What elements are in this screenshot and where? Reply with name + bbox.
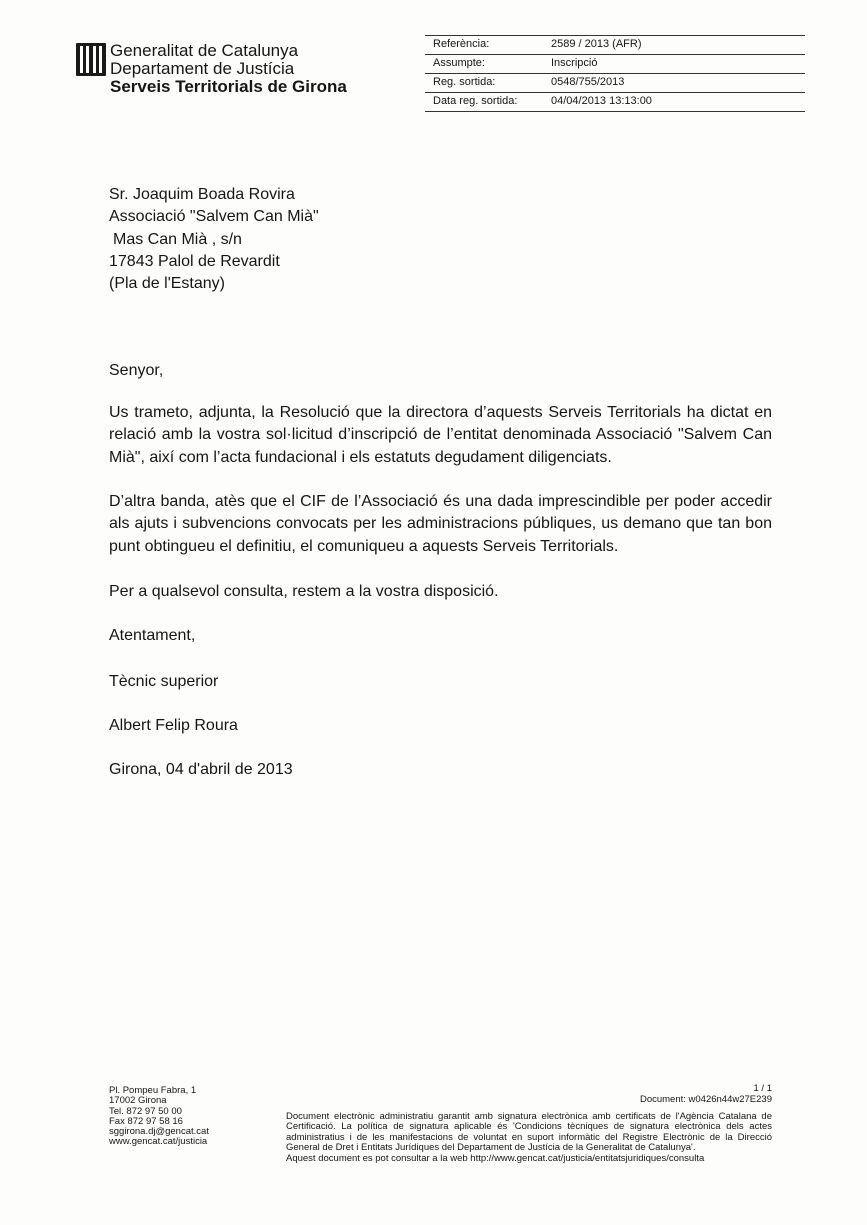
footer-postal-city: 17002 Girona xyxy=(109,1095,167,1107)
organization-header xyxy=(110,42,347,96)
footer-fax: Fax 872 97 58 16 xyxy=(109,1115,183,1127)
footer-street: Pl. Pompeu Fabra, 1 xyxy=(109,1085,197,1096)
output-register-row xyxy=(425,74,805,93)
signer-name: Albert Felip Roura xyxy=(109,717,238,734)
org-name: Generalitat de Catalunya xyxy=(110,41,299,60)
footer-email: sggirona.dj@gencat.cat xyxy=(109,1126,209,1138)
legal-notice xyxy=(286,1112,772,1164)
reference-label: Referència: xyxy=(433,38,490,50)
closing: Atentament, xyxy=(109,627,196,644)
footer-website: www.gencat.cat/justicia xyxy=(109,1136,208,1148)
body-paragraph-3: Per a qualsevol consulta, restem a la vostra disposició. xyxy=(109,583,499,600)
reference-value: 2589 / 2013 (AFR) xyxy=(551,38,642,50)
output-date-value: 04/04/2013 13:13:00 xyxy=(551,95,652,107)
footer-phone: Tel. 872 97 50 00 xyxy=(109,1105,182,1117)
subject-row xyxy=(425,55,805,74)
territorial-service-name: Serveis Territorials de Girona xyxy=(110,77,347,96)
salutation: Senyor, xyxy=(109,362,164,379)
legal-consult-text: Aquest document es pot consultar a la web http://www.gencat.cat/justicia/entitatsjuridiques/consulta xyxy=(286,1152,705,1164)
document-id: Document: w0426n44w27E239 xyxy=(639,1093,772,1105)
output-date-label: Data reg. sortida: xyxy=(433,95,518,107)
signer-title: Tècnic superior xyxy=(109,673,219,690)
recipient-region: (Pla de l'Estany) xyxy=(109,275,225,293)
legal-signature-text: Document electrònic administratiu garantit amb signatura electrònica amb certificats de l'Agència Catalana de Certificació. La política de signatura aplicable és 'Condicions tècniques de signatura electrònica dels actes administratius i de les manifestacions de voluntat en suport informàtic del Registre Electrònic de la Direcció General de Dret i Entitats Jurídiques del Departament de Justícia de la Generalitat de Catalunya'. xyxy=(286,1111,772,1154)
output-register-label: Reg. sortida: xyxy=(433,76,496,88)
body-paragraph-1: Us trameto, adjunta, la Resolució que la directora d’aquests Serveis Territorials ha dictat en relació amb la vostra sol·licitud d’inscripció de l’entitat denominada Associació "Salvem Can Mià", així com l’acta fundacional i els estatuts degudament diligenciats. xyxy=(109,404,772,466)
department-name: Departament de Justícia xyxy=(110,59,295,78)
document-info xyxy=(640,1084,772,1105)
generalitat-bars-logo xyxy=(76,43,106,76)
subject-label: Assumpte: xyxy=(433,57,485,69)
recipient-organization: Associació "Salvem Can Mià" xyxy=(109,208,319,226)
reference-table xyxy=(425,35,805,112)
place-date: Girona, 04 d'abril de 2013 xyxy=(109,761,293,778)
page-number: 1 / 1 xyxy=(753,1083,772,1094)
footer-address xyxy=(109,1086,209,1148)
output-register-value: 0548/755/2013 xyxy=(551,76,625,88)
output-date-row xyxy=(425,93,805,112)
recipient-address xyxy=(109,184,319,295)
recipient-city: 17843 Palol de Revardit xyxy=(109,252,280,270)
reference-row xyxy=(425,36,805,55)
recipient-street: Mas Can Mià , s/n xyxy=(113,230,242,248)
body-paragraph-2: D’altra banda, atès que el CIF de l’Associació és una dada imprescindible per poder accedir als ajuts i subvencions convocats per les administracions públiques, us demano que tan bon punt obtingueu el definitiu, el comuniqueu a aquests Serveis Territorials. xyxy=(109,493,772,555)
recipient-name: Sr. Joaquim Boada Rovira xyxy=(109,186,295,203)
subject-value: Inscripció xyxy=(551,57,598,69)
